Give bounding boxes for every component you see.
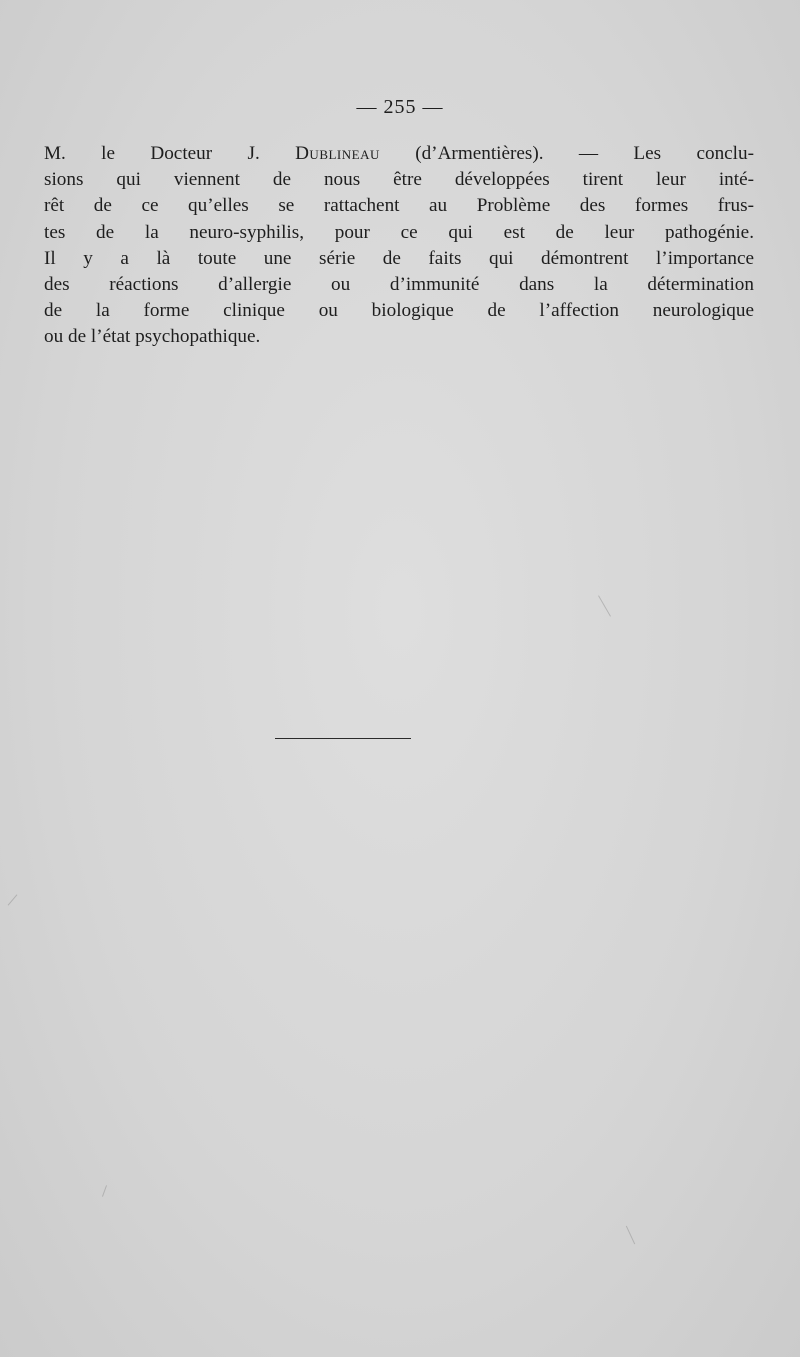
text-line: tes de la neuro-syphilis, pour ce qui est de leur pathogénie.: [44, 221, 754, 243]
text-line: de la forme clinique ou biologique de l’affection neurologique: [44, 300, 754, 322]
paper-speck: [626, 1226, 635, 1245]
text-line: Il y a là toute une série de faits qui démontrent l’importance: [44, 247, 754, 269]
text-line: des réactions d’allergie ou d’immunité dans la détermination: [44, 274, 754, 296]
speaker-name: Dublineau: [295, 143, 380, 164]
page-number: — 255 —: [356, 96, 444, 118]
text-line: [44, 141, 754, 167]
paper-speck: [8, 894, 18, 905]
text-line: sions qui viennent de nous être développées tirent leur inté-: [44, 169, 754, 191]
body-paragraph: [44, 141, 754, 351]
speaker-affiliation: (d’Armentières). — Les conclu-: [379, 143, 754, 164]
speaker-prefix: M. le Docteur J.: [44, 143, 296, 164]
section-divider: [275, 738, 411, 739]
text-line: ou de l’état psychopathique.: [44, 326, 261, 348]
paper-speck: [102, 1185, 107, 1197]
text-line: rêt de ce qu’elles se rattachent au Problème des formes frus-: [44, 195, 754, 217]
paper-speck: [598, 595, 611, 616]
